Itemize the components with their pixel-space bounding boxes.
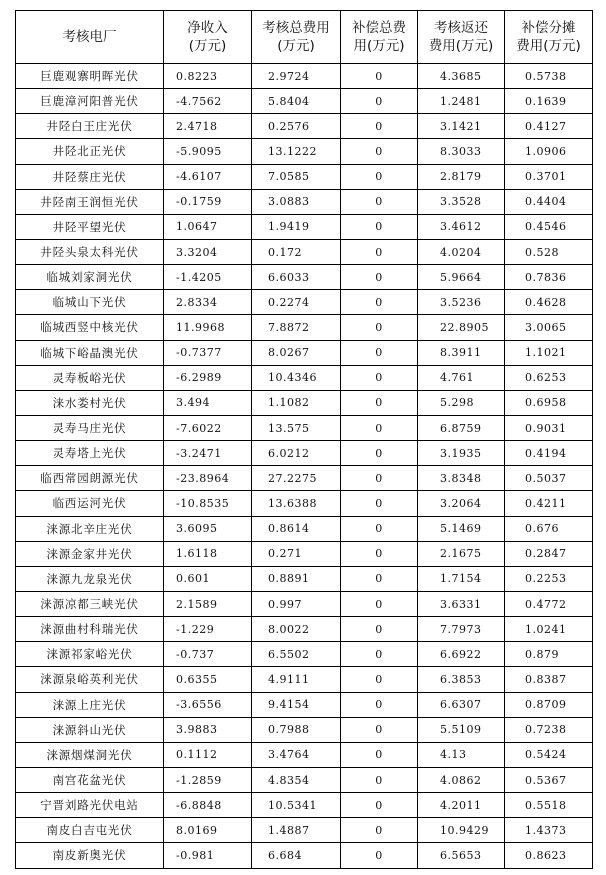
cell-return-fee: 4.3685 (418, 64, 505, 89)
cell-comp-total: 0 (341, 717, 418, 742)
cell-total-fee: 8.0022 (252, 617, 341, 642)
cell-comp-alloc: 0.1639 (505, 89, 593, 114)
table-row (16, 541, 593, 566)
cell-comp-alloc: 0.4772 (505, 591, 593, 616)
cell-comp-alloc: 0.4404 (505, 189, 593, 214)
cell-comp-total: 0 (341, 818, 418, 843)
cell-total-fee: 1.9419 (252, 214, 341, 239)
cell-net-income: 8.0169 (164, 818, 252, 843)
table-row (16, 340, 593, 365)
cell-return-fee: 3.1935 (418, 441, 505, 466)
header-total-fee: 考核总费用 (万元) (252, 11, 341, 64)
cell-total-fee: 3.4764 (252, 742, 341, 767)
cell-total-fee: 6.6033 (252, 265, 341, 290)
cell-plant: 临城刘家洞光伏 (16, 265, 164, 290)
cell-net-income: 0.6355 (164, 667, 252, 692)
cell-comp-total: 0 (341, 239, 418, 264)
cell-return-fee: 2.1675 (418, 541, 505, 566)
cell-return-fee: 5.5109 (418, 717, 505, 742)
cell-net-income: 11.9968 (164, 315, 252, 340)
cell-total-fee: 1.1082 (252, 390, 341, 415)
cell-plant: 涞源泉峪英利光伏 (16, 667, 164, 692)
cell-net-income: -1.4205 (164, 265, 252, 290)
cell-net-income: 3.494 (164, 390, 252, 415)
cell-net-income: -5.9095 (164, 139, 252, 164)
cell-net-income: -0.737 (164, 642, 252, 667)
cell-plant: 临西常园朗源光伏 (16, 466, 164, 491)
cell-comp-total: 0 (341, 415, 418, 440)
cell-plant: 宁晋刘路光伏电站 (16, 793, 164, 818)
table-row (16, 214, 593, 239)
cell-total-fee: 7.8872 (252, 315, 341, 340)
cell-comp-total: 0 (341, 139, 418, 164)
cell-net-income: 2.4718 (164, 114, 252, 139)
cell-total-fee: 0.2576 (252, 114, 341, 139)
cell-comp-total: 0 (341, 516, 418, 541)
cell-net-income: -1.2859 (164, 767, 252, 792)
cell-plant: 南皮白吉屯光伏 (16, 818, 164, 843)
cell-comp-total: 0 (341, 164, 418, 189)
cell-plant: 涞源凉都三峡光伏 (16, 591, 164, 616)
table-row (16, 767, 593, 792)
cell-comp-alloc: 0.4628 (505, 290, 593, 315)
cell-total-fee: 6.0212 (252, 441, 341, 466)
assessment-table (15, 10, 593, 869)
cell-total-fee: 27.2275 (252, 466, 341, 491)
cell-comp-total: 0 (341, 315, 418, 340)
cell-return-fee: 10.9429 (418, 818, 505, 843)
cell-comp-alloc: 3.0065 (505, 315, 593, 340)
cell-return-fee: 5.9664 (418, 265, 505, 290)
cell-comp-total: 0 (341, 692, 418, 717)
cell-plant: 涞源金家井光伏 (16, 541, 164, 566)
cell-return-fee: 4.2011 (418, 793, 505, 818)
table-row (16, 365, 593, 390)
cell-comp-total: 0 (341, 491, 418, 516)
cell-net-income: 2.8334 (164, 290, 252, 315)
cell-comp-alloc: 0.3701 (505, 164, 593, 189)
cell-comp-total: 0 (341, 214, 418, 239)
cell-total-fee: 7.0585 (252, 164, 341, 189)
table-row (16, 642, 593, 667)
cell-plant: 灵寿马庄光伏 (16, 415, 164, 440)
header-comp-total: 补偿总费 用(万元) (341, 11, 418, 64)
header-row (16, 11, 593, 64)
cell-comp-alloc: 1.0241 (505, 617, 593, 642)
cell-net-income: 0.601 (164, 566, 252, 591)
table-row (16, 591, 593, 616)
table-row (16, 415, 593, 440)
cell-return-fee: 1.7154 (418, 566, 505, 591)
cell-comp-total: 0 (341, 843, 418, 868)
cell-net-income: -4.6107 (164, 164, 252, 189)
table-row (16, 114, 593, 139)
cell-total-fee: 5.8404 (252, 89, 341, 114)
cell-net-income: -0.7377 (164, 340, 252, 365)
cell-plant: 井陉头泉太科光伏 (16, 239, 164, 264)
table-row (16, 64, 593, 89)
cell-comp-total: 0 (341, 617, 418, 642)
cell-return-fee: 1.2481 (418, 89, 505, 114)
cell-plant: 涞源曲村科瑞光伏 (16, 617, 164, 642)
table-row (16, 265, 593, 290)
cell-plant: 临城下峪晶澳光伏 (16, 340, 164, 365)
cell-comp-total: 0 (341, 390, 418, 415)
cell-comp-total: 0 (341, 265, 418, 290)
cell-comp-alloc: 1.0906 (505, 139, 593, 164)
cell-plant: 巨鹿漳河阳普光伏 (16, 89, 164, 114)
cell-comp-total: 0 (341, 441, 418, 466)
table-row (16, 491, 593, 516)
cell-return-fee: 6.6307 (418, 692, 505, 717)
cell-net-income: 1.6118 (164, 541, 252, 566)
table-row (16, 189, 593, 214)
table-row (16, 290, 593, 315)
cell-return-fee: 22.8905 (418, 315, 505, 340)
cell-comp-alloc: 0.6253 (505, 365, 593, 390)
cell-comp-alloc: 0.8709 (505, 692, 593, 717)
cell-comp-total: 0 (341, 64, 418, 89)
cell-comp-alloc: 0.2847 (505, 541, 593, 566)
cell-comp-alloc: 0.5424 (505, 742, 593, 767)
cell-plant: 涞源上庄光伏 (16, 692, 164, 717)
cell-net-income: -4.7562 (164, 89, 252, 114)
cell-net-income: -23.8964 (164, 466, 252, 491)
cell-total-fee: 4.9111 (252, 667, 341, 692)
cell-comp-total: 0 (341, 793, 418, 818)
cell-net-income: -6.8848 (164, 793, 252, 818)
cell-comp-total: 0 (341, 89, 418, 114)
cell-plant: 井陉南王润恒光伏 (16, 189, 164, 214)
cell-total-fee: 1.4887 (252, 818, 341, 843)
cell-total-fee: 13.6388 (252, 491, 341, 516)
cell-comp-alloc: 0.4127 (505, 114, 593, 139)
cell-return-fee: 3.5236 (418, 290, 505, 315)
cell-plant: 灵寿板峪光伏 (16, 365, 164, 390)
cell-return-fee: 3.2064 (418, 491, 505, 516)
cell-plant: 临城山下光伏 (16, 290, 164, 315)
cell-plant: 南皮新奥光伏 (16, 843, 164, 868)
cell-return-fee: 3.4612 (418, 214, 505, 239)
cell-comp-alloc: 0.8387 (505, 667, 593, 692)
cell-total-fee: 2.9724 (252, 64, 341, 89)
cell-net-income: 2.1589 (164, 591, 252, 616)
cell-plant: 临城西竖中核光伏 (16, 315, 164, 340)
cell-total-fee: 6.5502 (252, 642, 341, 667)
cell-return-fee: 3.6331 (418, 591, 505, 616)
cell-return-fee: 5.1469 (418, 516, 505, 541)
cell-return-fee: 2.8179 (418, 164, 505, 189)
cell-comp-alloc: 0.5738 (505, 64, 593, 89)
cell-return-fee: 8.3911 (418, 340, 505, 365)
cell-total-fee: 0.997 (252, 591, 341, 616)
cell-comp-alloc: 0.879 (505, 642, 593, 667)
table-row (16, 818, 593, 843)
table-row (16, 692, 593, 717)
cell-total-fee: 0.8891 (252, 566, 341, 591)
cell-total-fee: 10.5341 (252, 793, 341, 818)
table-row (16, 667, 593, 692)
cell-comp-alloc: 0.6958 (505, 390, 593, 415)
cell-comp-alloc: 0.5037 (505, 466, 593, 491)
cell-total-fee: 6.684 (252, 843, 341, 868)
cell-return-fee: 6.3853 (418, 667, 505, 692)
cell-comp-total: 0 (341, 114, 418, 139)
cell-plant: 涞源斜山光伏 (16, 717, 164, 742)
table-row (16, 516, 593, 541)
cell-comp-total: 0 (341, 591, 418, 616)
cell-comp-total: 0 (341, 340, 418, 365)
cell-plant: 涞源九龙泉光伏 (16, 566, 164, 591)
header-comp-alloc: 补偿分摊 费用(万元) (505, 11, 593, 64)
cell-comp-alloc: 1.4373 (505, 818, 593, 843)
header-return-fee: 考核返还 费用(万元) (418, 11, 505, 64)
cell-comp-alloc: 0.5518 (505, 793, 593, 818)
cell-return-fee: 6.8759 (418, 415, 505, 440)
cell-plant: 涞源北辛庄光伏 (16, 516, 164, 541)
cell-net-income: 3.6095 (164, 516, 252, 541)
cell-comp-alloc: 0.8623 (505, 843, 593, 868)
cell-plant: 灵寿塔上光伏 (16, 441, 164, 466)
cell-net-income: -0.981 (164, 843, 252, 868)
cell-comp-alloc: 0.7238 (505, 717, 593, 742)
cell-total-fee: 10.4346 (252, 365, 341, 390)
cell-return-fee: 4.0862 (418, 767, 505, 792)
cell-comp-total: 0 (341, 466, 418, 491)
cell-net-income: 0.8223 (164, 64, 252, 89)
cell-total-fee: 0.2274 (252, 290, 341, 315)
cell-comp-total: 0 (341, 541, 418, 566)
cell-net-income: -7.6022 (164, 415, 252, 440)
cell-plant: 井陉平望光伏 (16, 214, 164, 239)
cell-comp-total: 0 (341, 642, 418, 667)
table-row (16, 793, 593, 818)
table-row (16, 566, 593, 591)
cell-net-income: 0.1112 (164, 742, 252, 767)
cell-comp-alloc: 1.1021 (505, 340, 593, 365)
table-row (16, 843, 593, 868)
table-row (16, 239, 593, 264)
table-row (16, 164, 593, 189)
cell-total-fee: 0.271 (252, 541, 341, 566)
cell-net-income: -10.8535 (164, 491, 252, 516)
cell-total-fee: 13.575 (252, 415, 341, 440)
cell-total-fee: 13.1222 (252, 139, 341, 164)
cell-plant: 南宫花盆光伏 (16, 767, 164, 792)
cell-plant: 巨鹿观寨明晖光伏 (16, 64, 164, 89)
cell-net-income: -1.229 (164, 617, 252, 642)
cell-comp-total: 0 (341, 767, 418, 792)
cell-net-income: 3.9883 (164, 717, 252, 742)
cell-plant: 涞源烟煤洞光伏 (16, 742, 164, 767)
cell-return-fee: 6.5653 (418, 843, 505, 868)
cell-plant: 临西运河光伏 (16, 491, 164, 516)
cell-comp-alloc: 0.9031 (505, 415, 593, 440)
cell-return-fee: 7.7973 (418, 617, 505, 642)
cell-return-fee: 4.0204 (418, 239, 505, 264)
cell-return-fee: 3.3528 (418, 189, 505, 214)
cell-comp-total: 0 (341, 290, 418, 315)
cell-comp-alloc: 0.2253 (505, 566, 593, 591)
table-row (16, 466, 593, 491)
cell-comp-alloc: 0.4194 (505, 441, 593, 466)
cell-net-income: -6.2989 (164, 365, 252, 390)
cell-net-income: -0.1759 (164, 189, 252, 214)
table-row (16, 441, 593, 466)
table-row (16, 617, 593, 642)
cell-comp-total: 0 (341, 742, 418, 767)
cell-comp-total: 0 (341, 365, 418, 390)
cell-comp-alloc: 0.5367 (505, 767, 593, 792)
cell-return-fee: 3.1421 (418, 114, 505, 139)
cell-plant: 井陉北正光伏 (16, 139, 164, 164)
cell-plant: 涞源祁家峪光伏 (16, 642, 164, 667)
cell-total-fee: 4.8354 (252, 767, 341, 792)
cell-net-income: 1.0647 (164, 214, 252, 239)
cell-comp-total: 0 (341, 667, 418, 692)
cell-total-fee: 8.0267 (252, 340, 341, 365)
table-row (16, 390, 593, 415)
header-plant: 考核电厂 (16, 11, 164, 64)
cell-net-income: -3.2471 (164, 441, 252, 466)
cell-return-fee: 4.13 (418, 742, 505, 767)
cell-return-fee: 5.298 (418, 390, 505, 415)
cell-comp-total: 0 (341, 566, 418, 591)
cell-plant: 井陉白王庄光伏 (16, 114, 164, 139)
cell-return-fee: 8.3033 (418, 139, 505, 164)
cell-return-fee: 6.6922 (418, 642, 505, 667)
cell-plant: 涞水娄村光伏 (16, 390, 164, 415)
table-row (16, 89, 593, 114)
cell-return-fee: 4.761 (418, 365, 505, 390)
cell-comp-alloc: 0.4546 (505, 214, 593, 239)
table-row (16, 315, 593, 340)
cell-total-fee: 0.8614 (252, 516, 341, 541)
table-row (16, 742, 593, 767)
cell-total-fee: 0.172 (252, 239, 341, 264)
cell-comp-alloc: 0.528 (505, 239, 593, 264)
cell-net-income: 3.3204 (164, 239, 252, 264)
cell-comp-alloc: 0.7836 (505, 265, 593, 290)
cell-total-fee: 9.4154 (252, 692, 341, 717)
cell-return-fee: 3.8348 (418, 466, 505, 491)
cell-comp-total: 0 (341, 189, 418, 214)
cell-net-income: -3.6556 (164, 692, 252, 717)
table-row (16, 717, 593, 742)
cell-total-fee: 0.7988 (252, 717, 341, 742)
table-row (16, 139, 593, 164)
cell-comp-alloc: 0.676 (505, 516, 593, 541)
cell-plant: 井陉蔡庄光伏 (16, 164, 164, 189)
header-net-income: 净收入 (万元) (164, 11, 252, 64)
cell-comp-alloc: 0.4211 (505, 491, 593, 516)
cell-total-fee: 3.0883 (252, 189, 341, 214)
